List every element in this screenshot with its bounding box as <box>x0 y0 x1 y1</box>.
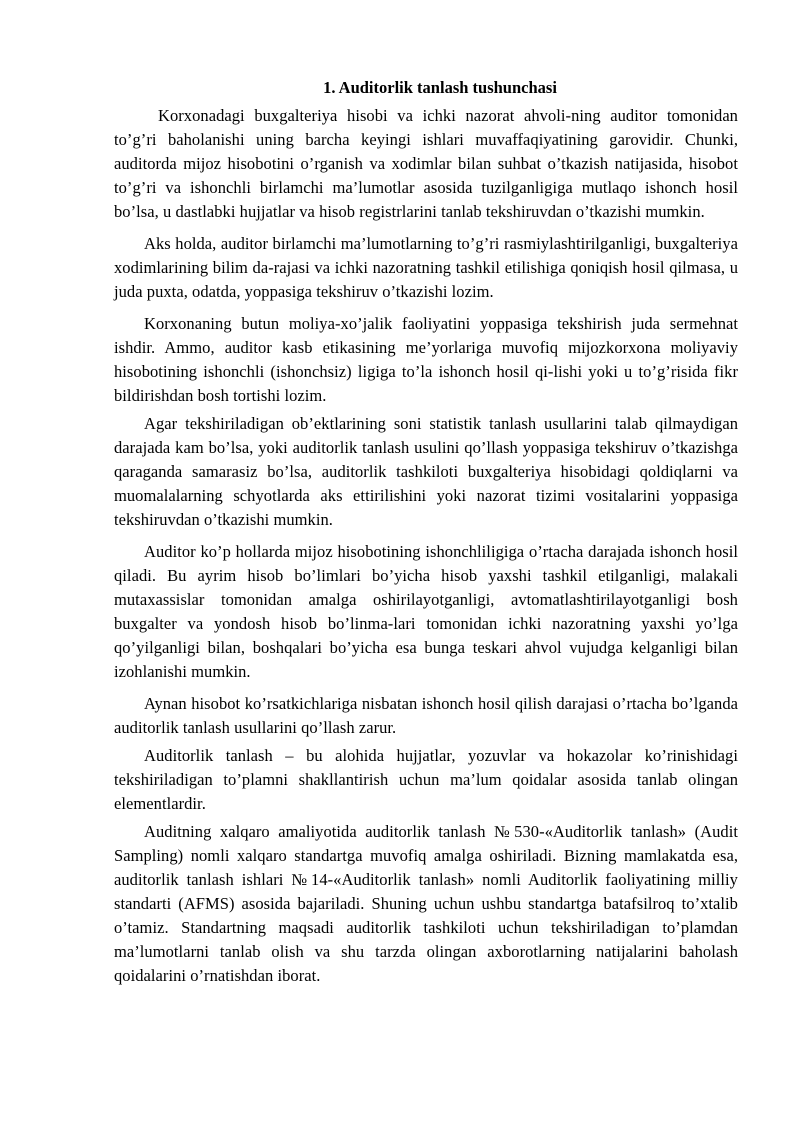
paragraph-4: Agar tekshiriladigan ob’ektlarining soni statistik tanlash usullarini talab qilmaydigan darajada kam bo’lsa, yoki auditorlik tanlash usulini qo’llash yoppasiga tekshiruv o’tkazishga qaraganda samarasiz bo’lsa, auditorlik tashkiloti buxgalteriya hisobidagi qoldiqlarni va muomalalarning schyotlarda aks ettirilishini yoki nazorat tizimi vositalarini yoppasiga tekshiruvdan o’tkazishi mumkin. <box>114 414 738 529</box>
paragraph-7: Auditorlik tanlash – bu alohida hujjatlar, yozuvlar va hokazolar ko’rinishidagi tekshiriladigan to’plamni shakllantirish uchun ma’lum qoidalar asosida tanlab olingan elementlardir. <box>114 746 738 813</box>
paragraph-1: Korxonadagi buxgalteriya hisobi va ichki nazorat ahvoli-ning auditor tomonidan to’g’ri baholanishi uning barcha keyingi ishlari muvaffaqiyatining garovidir. Chunki, auditorda mijoz hisobotini o’rganish va xodimlar bilan suhbat o’tkazish natijasida, hisobot to’g’ri va ishonchli birlamchi ma’lumotlar asosida tuzilganligiga mutlaqo ishonch hosil bo’lsa, u dastlabki hujjatlar va hisob registrlarini tanlab tekshiruvdan o’tkazishi mumkin. <box>114 106 738 221</box>
document-body <box>114 76 738 996</box>
paragraph-3: Korxonaning butun moliya-xo’jalik faoliyatini yoppasiga tekshirish juda sermehnat ishdir. Ammo, auditor kasb etikasining me’yorlariga muvofiq mijozkorxona moliyaviy hisobotining ishonchli (ishonchsiz) ligiga to’la ishonch hosil qi-lishi yoki u to’g’risida fikr bildirishdan bosh tortishi lozim. <box>114 314 738 405</box>
paragraph-2: Aks holda, auditor birlamchi ma’lumotlarning to’g’ri rasmiylashtirilganligi, buxgalteriya xodimlarining bilim da-rajasi va ichki nazoratning tashkil etilishiga qoniqish hosil qilmasa, u juda puxta, odatda, yoppasiga tekshiruv o’tkazishi lozim. <box>114 234 738 301</box>
paragraph-6: Aynan hisobot ko’rsatkichlariga nisbatan ishonch hosil qilish darajasi o’rtacha bo’lganda auditorlik tanlash usullarini qo’llash zarur. <box>114 694 738 737</box>
section-title: 1. Auditorlik tanlash tushunchasi <box>323 78 557 97</box>
paragraph-5: Auditor ko’p hollarda mijoz hisobotining ishonchliligiga o’rtacha darajada ishonch hosil qiladi. Bu ayrim hisob bo’limlari bo’yicha hisob yaxshi tashkil etilganligi, malakali mutaxassislar tomonidan amalga oshirilayotganligi, avtomatlashtirilayotganligi bosh buxgalter va yondosh hisob bo’linma-lari tomonidan ichki nazoratning yaxshi yo’lga qo’yilganligi bilan, boshqalari bo’yicha esa bunga teskari ahvol vujudga kelganligi bilan izohlanishi mumkin. <box>114 542 738 681</box>
paragraph-8: Auditning xalqaro amaliyotida auditorlik tanlash №530-«Auditorlik tanlash» (Audit Sampling) nomli xalqaro standartga muvofiq amalga oshiriladi. Bizning mamlakatda esa, auditorlik tanlash ishlari №14-«Auditorlik tanlash» nomli Auditorlik faoliyatining milliy standarti (AFMS) asosida bajariladi. Shuning uchun ushbu standartga batafsilroq to’xtalib o’tamiz. Standartning maqsadi auditorlik tashkiloti uchun tekshiriladigan to’plamdan ma’lumotlarni tanlab olish va shu tarzda olingan axborotlarning natijalarini baholash qoidalarini o’rnatishdan iborat. <box>114 822 738 985</box>
